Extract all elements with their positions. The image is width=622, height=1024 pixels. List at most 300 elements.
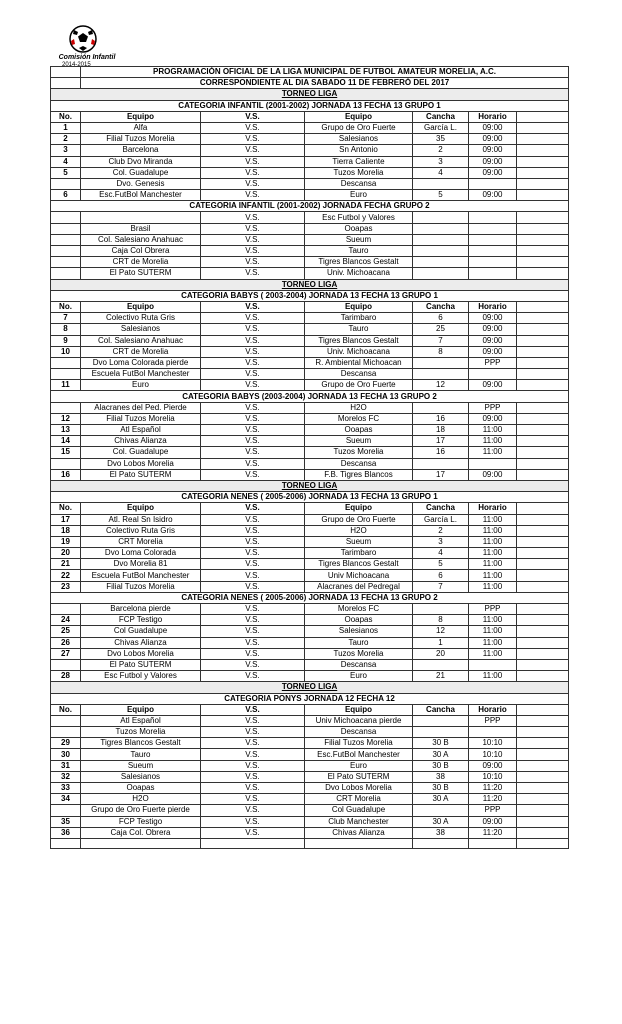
equipo-local-header: Equipo <box>81 301 201 312</box>
home-team: Ooapas <box>81 783 201 794</box>
blank-cell <box>517 111 569 122</box>
match-number <box>51 604 81 615</box>
blank-cell <box>517 581 569 592</box>
away-team: Euro <box>305 190 413 201</box>
blank-cell <box>517 805 569 816</box>
match-row <box>51 637 569 648</box>
match-row <box>51 783 569 794</box>
column-header-row <box>51 301 569 312</box>
home-team: Colectivo Ruta Gris <box>81 525 201 536</box>
match-row <box>51 357 569 368</box>
match-row <box>51 525 569 536</box>
away-team: Sueum <box>305 536 413 547</box>
match-number: 3 <box>51 145 81 156</box>
blank-cell <box>517 313 569 324</box>
blank-cell <box>517 425 569 436</box>
home-team: Filial Tuzos Morelia <box>81 581 201 592</box>
match-row <box>51 369 569 380</box>
match-row <box>51 615 569 626</box>
home-team: El Pato SUTERM <box>81 469 201 480</box>
away-team: Morelos FC <box>305 413 413 424</box>
vs-label: V.S. <box>201 615 305 626</box>
match-number <box>51 257 81 268</box>
away-team: R. Ambiental Michoacan <box>305 357 413 368</box>
time: 09:00 <box>469 167 517 178</box>
match-number: 31 <box>51 760 81 771</box>
schedule-table <box>50 66 569 849</box>
vs-header: V.S. <box>201 301 305 312</box>
away-team: Tarimbaro <box>305 548 413 559</box>
match-row <box>51 760 569 771</box>
match-row <box>51 671 569 682</box>
match-number <box>51 212 81 223</box>
blank-cell <box>517 838 569 848</box>
match-row <box>51 268 569 279</box>
field: 30 A <box>413 794 469 805</box>
match-number: 26 <box>51 637 81 648</box>
category-title: CATEGORIA BABYS ( 2003-2004) JORNADA 13 FECHA 13 GRUPO 1 <box>51 290 569 301</box>
vs-label <box>201 838 305 848</box>
away-team: Descansa <box>305 659 413 670</box>
column-header-row <box>51 503 569 514</box>
field: 21 <box>413 671 469 682</box>
away-team: Tierra Caliente <box>305 156 413 167</box>
away-team: Ooapas <box>305 223 413 234</box>
field: 5 <box>413 559 469 570</box>
field: 8 <box>413 615 469 626</box>
vs-label: V.S. <box>201 458 305 469</box>
time: PPP <box>469 805 517 816</box>
match-number: 2 <box>51 134 81 145</box>
vs-label: V.S. <box>201 760 305 771</box>
blank-cell <box>51 67 81 78</box>
field: 6 <box>413 313 469 324</box>
blank-cell <box>517 548 569 559</box>
vs-label: V.S. <box>201 727 305 738</box>
torneo-liga-row <box>51 89 569 100</box>
blank-cell <box>517 380 569 391</box>
field: 30 B <box>413 760 469 771</box>
horario-header: Horario <box>469 301 517 312</box>
cancha-header: Cancha <box>413 111 469 122</box>
match-number <box>51 246 81 257</box>
field: 8 <box>413 346 469 357</box>
time: 09:00 <box>469 760 517 771</box>
home-team: Col. Guadalupe <box>81 167 201 178</box>
page-subtitle: CORRESPONDIENTE AL DIA SABADO 11 DE FEBRERÓ DEL 2017 <box>81 78 569 89</box>
home-team: FCP Testigo <box>81 816 201 827</box>
match-row <box>51 771 569 782</box>
match-row <box>51 827 569 838</box>
away-team: Dvo Lobos Morelia <box>305 783 413 794</box>
blank-cell <box>517 469 569 480</box>
away-team <box>305 838 413 848</box>
match-number: 34 <box>51 794 81 805</box>
vs-label: V.S. <box>201 246 305 257</box>
away-team: Sueum <box>305 436 413 447</box>
field: 35 <box>413 134 469 145</box>
column-header-row <box>51 111 569 122</box>
field: 25 <box>413 324 469 335</box>
away-team: Univ Michoacana <box>305 570 413 581</box>
horario-header: Horario <box>469 704 517 715</box>
away-team: Univ. Michoacana <box>305 346 413 357</box>
field <box>413 212 469 223</box>
blank-cell <box>517 794 569 805</box>
time <box>469 659 517 670</box>
cancha-header: Cancha <box>413 704 469 715</box>
match-number <box>51 458 81 469</box>
horario-header: Horario <box>469 503 517 514</box>
time: PPP <box>469 357 517 368</box>
torneo-liga-label: TORNEO LIGA <box>51 279 569 290</box>
field: García L. <box>413 514 469 525</box>
field <box>413 604 469 615</box>
vs-label: V.S. <box>201 749 305 760</box>
category-header-row <box>51 592 569 603</box>
time: 09:00 <box>469 413 517 424</box>
vs-label: V.S. <box>201 637 305 648</box>
time: 11:20 <box>469 827 517 838</box>
away-team: Descansa <box>305 369 413 380</box>
no-header: No. <box>51 111 81 122</box>
no-header: No. <box>51 704 81 715</box>
equipo-visitante-header: Equipo <box>305 301 413 312</box>
column-header-row <box>51 704 569 715</box>
match-number: 33 <box>51 783 81 794</box>
away-team: El Pato SUTERM <box>305 771 413 782</box>
home-team: Euro <box>81 380 201 391</box>
blank-cell <box>517 536 569 547</box>
time: 11:00 <box>469 514 517 525</box>
time <box>469 838 517 848</box>
away-team: Tuzos Morelia <box>305 167 413 178</box>
time: 11:00 <box>469 425 517 436</box>
blank-cell <box>517 637 569 648</box>
home-team: Sueum <box>81 760 201 771</box>
blank-cell <box>517 816 569 827</box>
field <box>413 715 469 726</box>
match-row <box>51 324 569 335</box>
home-team: Col. Salesiano Anahuac <box>81 335 201 346</box>
match-number <box>51 268 81 279</box>
home-team: Tigres Blancos Gestalt <box>81 738 201 749</box>
blank-cell <box>517 827 569 838</box>
away-team: Tuzos Morelia <box>305 648 413 659</box>
home-team: Brasil <box>81 223 201 234</box>
blank-cell <box>517 671 569 682</box>
field: 2 <box>413 525 469 536</box>
away-team: Salesianos <box>305 626 413 637</box>
match-number: 6 <box>51 190 81 201</box>
field <box>413 178 469 189</box>
home-team: Dvo Lobos Morelia <box>81 458 201 469</box>
vs-label: V.S. <box>201 380 305 391</box>
away-team: Descansa <box>305 178 413 189</box>
field: 16 <box>413 413 469 424</box>
blank-cell <box>517 514 569 525</box>
match-row <box>51 425 569 436</box>
home-team: El Pato SUTERM <box>81 268 201 279</box>
field: 12 <box>413 380 469 391</box>
blank-cell <box>517 212 569 223</box>
home-team: Barcelona <box>81 145 201 156</box>
blank-cell <box>517 447 569 458</box>
field: 4 <box>413 548 469 559</box>
match-number <box>51 357 81 368</box>
time: 10:10 <box>469 749 517 760</box>
home-team: Escuela FutBol Manchester <box>81 369 201 380</box>
match-row <box>51 805 569 816</box>
home-team: Col Guadalupe <box>81 626 201 637</box>
blank-cell <box>517 369 569 380</box>
match-number <box>51 805 81 816</box>
match-number: 4 <box>51 156 81 167</box>
field: 30 A <box>413 749 469 760</box>
home-team: Alacranes del Ped. Pierde <box>81 402 201 413</box>
soccer-ball-icon <box>68 24 98 54</box>
home-team: Col. Guadalupe <box>81 447 201 458</box>
vs-header: V.S. <box>201 111 305 122</box>
vs-label: V.S. <box>201 648 305 659</box>
match-number: 25 <box>51 626 81 637</box>
match-row <box>51 413 569 424</box>
match-row <box>51 604 569 615</box>
category-header-row <box>51 492 569 503</box>
match-number: 35 <box>51 816 81 827</box>
vs-label: V.S. <box>201 346 305 357</box>
match-row <box>51 570 569 581</box>
equipo-visitante-header: Equipo <box>305 503 413 514</box>
category-title: CATEGORIA INFANTIL (2001-2002) JORNADA 13 FECHA 13 GRUPO 1 <box>51 100 569 111</box>
blank-cell <box>517 335 569 346</box>
field: 2 <box>413 145 469 156</box>
match-row <box>51 548 569 559</box>
time: PPP <box>469 402 517 413</box>
no-header: No. <box>51 503 81 514</box>
field: 1 <box>413 637 469 648</box>
match-number <box>51 178 81 189</box>
vs-label: V.S. <box>201 223 305 234</box>
home-team: Dvo Lobos Morelia <box>81 648 201 659</box>
match-row <box>51 122 569 133</box>
vs-label: V.S. <box>201 626 305 637</box>
match-row <box>51 838 569 848</box>
blank-cell <box>517 190 569 201</box>
blank-cell <box>517 659 569 670</box>
match-row <box>51 749 569 760</box>
equipo-visitante-header: Equipo <box>305 704 413 715</box>
field: 16 <box>413 447 469 458</box>
vs-label: V.S. <box>201 659 305 670</box>
match-number: 13 <box>51 425 81 436</box>
field: 17 <box>413 469 469 480</box>
vs-header: V.S. <box>201 704 305 715</box>
time: 09:00 <box>469 156 517 167</box>
time: 11:00 <box>469 536 517 547</box>
time: 11:00 <box>469 559 517 570</box>
field <box>413 838 469 848</box>
time <box>469 246 517 257</box>
home-team: Salesianos <box>81 771 201 782</box>
vs-label: V.S. <box>201 313 305 324</box>
time: 10:10 <box>469 738 517 749</box>
blank-cell <box>517 738 569 749</box>
field: 6 <box>413 570 469 581</box>
match-row <box>51 659 569 670</box>
time <box>469 369 517 380</box>
blank-cell <box>517 134 569 145</box>
match-number: 1 <box>51 122 81 133</box>
away-team: Tauro <box>305 246 413 257</box>
time: 11:00 <box>469 570 517 581</box>
match-number: 28 <box>51 671 81 682</box>
home-team: Caja Col Obrera <box>81 246 201 257</box>
blank-cell <box>517 727 569 738</box>
time: 11:00 <box>469 436 517 447</box>
match-number: 11 <box>51 380 81 391</box>
time: PPP <box>469 715 517 726</box>
home-team: Atl Español <box>81 425 201 436</box>
vs-label: V.S. <box>201 167 305 178</box>
vs-label: V.S. <box>201 536 305 547</box>
match-row <box>51 212 569 223</box>
match-number: 7 <box>51 313 81 324</box>
blank-cell <box>517 257 569 268</box>
vs-label: V.S. <box>201 134 305 145</box>
away-team: Univ Michoacana pierde <box>305 715 413 726</box>
match-number <box>51 659 81 670</box>
match-number: 14 <box>51 436 81 447</box>
blank-cell <box>517 324 569 335</box>
vs-label: V.S. <box>201 783 305 794</box>
vs-label: V.S. <box>201 234 305 245</box>
time <box>469 234 517 245</box>
vs-label: V.S. <box>201 604 305 615</box>
away-team: Club Manchester <box>305 816 413 827</box>
vs-label: V.S. <box>201 178 305 189</box>
equipo-visitante-header: Equipo <box>305 111 413 122</box>
blank-cell <box>517 167 569 178</box>
blank-cell <box>517 436 569 447</box>
torneo-liga-row <box>51 480 569 491</box>
time <box>469 223 517 234</box>
home-team: Caja Col. Obrera <box>81 827 201 838</box>
away-team: Ooapas <box>305 615 413 626</box>
match-row <box>51 469 569 480</box>
field: 20 <box>413 648 469 659</box>
match-row <box>51 402 569 413</box>
blank-cell <box>517 301 569 312</box>
home-team: Filial Tuzos Morelia <box>81 413 201 424</box>
home-team: Chivas Alianza <box>81 436 201 447</box>
torneo-liga-row <box>51 682 569 693</box>
field: 3 <box>413 156 469 167</box>
equipo-local-header: Equipo <box>81 503 201 514</box>
field: 30 B <box>413 738 469 749</box>
blank-cell <box>517 156 569 167</box>
home-team: Alfa <box>81 122 201 133</box>
match-row <box>51 335 569 346</box>
blank-cell <box>517 626 569 637</box>
vs-label: V.S. <box>201 190 305 201</box>
field <box>413 805 469 816</box>
blank-cell <box>517 771 569 782</box>
away-team: Tauro <box>305 637 413 648</box>
time <box>469 727 517 738</box>
blank-cell <box>51 78 81 89</box>
field: 5 <box>413 190 469 201</box>
vs-label: V.S. <box>201 447 305 458</box>
match-row <box>51 313 569 324</box>
away-team: Descansa <box>305 458 413 469</box>
blank-cell <box>517 615 569 626</box>
blank-cell <box>517 246 569 257</box>
match-row <box>51 727 569 738</box>
time: 11:00 <box>469 548 517 559</box>
away-team: Tarimbaro <box>305 313 413 324</box>
vs-label: V.S. <box>201 794 305 805</box>
match-number: 15 <box>51 447 81 458</box>
time: 09:00 <box>469 335 517 346</box>
field <box>413 659 469 670</box>
vs-label: V.S. <box>201 257 305 268</box>
vs-label: V.S. <box>201 357 305 368</box>
time: 11:00 <box>469 581 517 592</box>
category-header-row <box>51 290 569 301</box>
match-number: 12 <box>51 413 81 424</box>
away-team: Tauro <box>305 324 413 335</box>
away-team: Univ. Michoacana <box>305 268 413 279</box>
vs-label: V.S. <box>201 827 305 838</box>
field: 4 <box>413 167 469 178</box>
blank-cell <box>517 346 569 357</box>
time: 09:00 <box>469 134 517 145</box>
field: 30 B <box>413 783 469 794</box>
match-row <box>51 257 569 268</box>
time <box>469 458 517 469</box>
match-row <box>51 234 569 245</box>
match-number <box>51 727 81 738</box>
home-team: Atl. Real Sn Isidro <box>81 514 201 525</box>
time: 09:00 <box>469 145 517 156</box>
field <box>413 246 469 257</box>
time: 11:00 <box>469 637 517 648</box>
vs-label: V.S. <box>201 469 305 480</box>
time: 11:00 <box>469 626 517 637</box>
away-team: Grupo de Oro Fuerte <box>305 380 413 391</box>
away-team: Descansa <box>305 727 413 738</box>
match-number: 5 <box>51 167 81 178</box>
home-team: Dvo Loma Colorada pierde <box>81 357 201 368</box>
blank-cell <box>517 145 569 156</box>
blank-cell <box>517 268 569 279</box>
time: 09:00 <box>469 380 517 391</box>
field: 7 <box>413 581 469 592</box>
match-row <box>51 738 569 749</box>
match-row <box>51 190 569 201</box>
away-team: Tuzos Morelia <box>305 447 413 458</box>
match-number: 24 <box>51 615 81 626</box>
home-team: Club Dvo Miranda <box>81 156 201 167</box>
field: García L. <box>413 122 469 133</box>
away-team: Grupo de Oro Fuerte <box>305 122 413 133</box>
vs-label: V.S. <box>201 369 305 380</box>
vs-label: V.S. <box>201 738 305 749</box>
match-number: 9 <box>51 335 81 346</box>
time <box>469 212 517 223</box>
category-title: CATEGORIA PONYS JORNADA 12 FECHA 12 <box>51 693 569 704</box>
